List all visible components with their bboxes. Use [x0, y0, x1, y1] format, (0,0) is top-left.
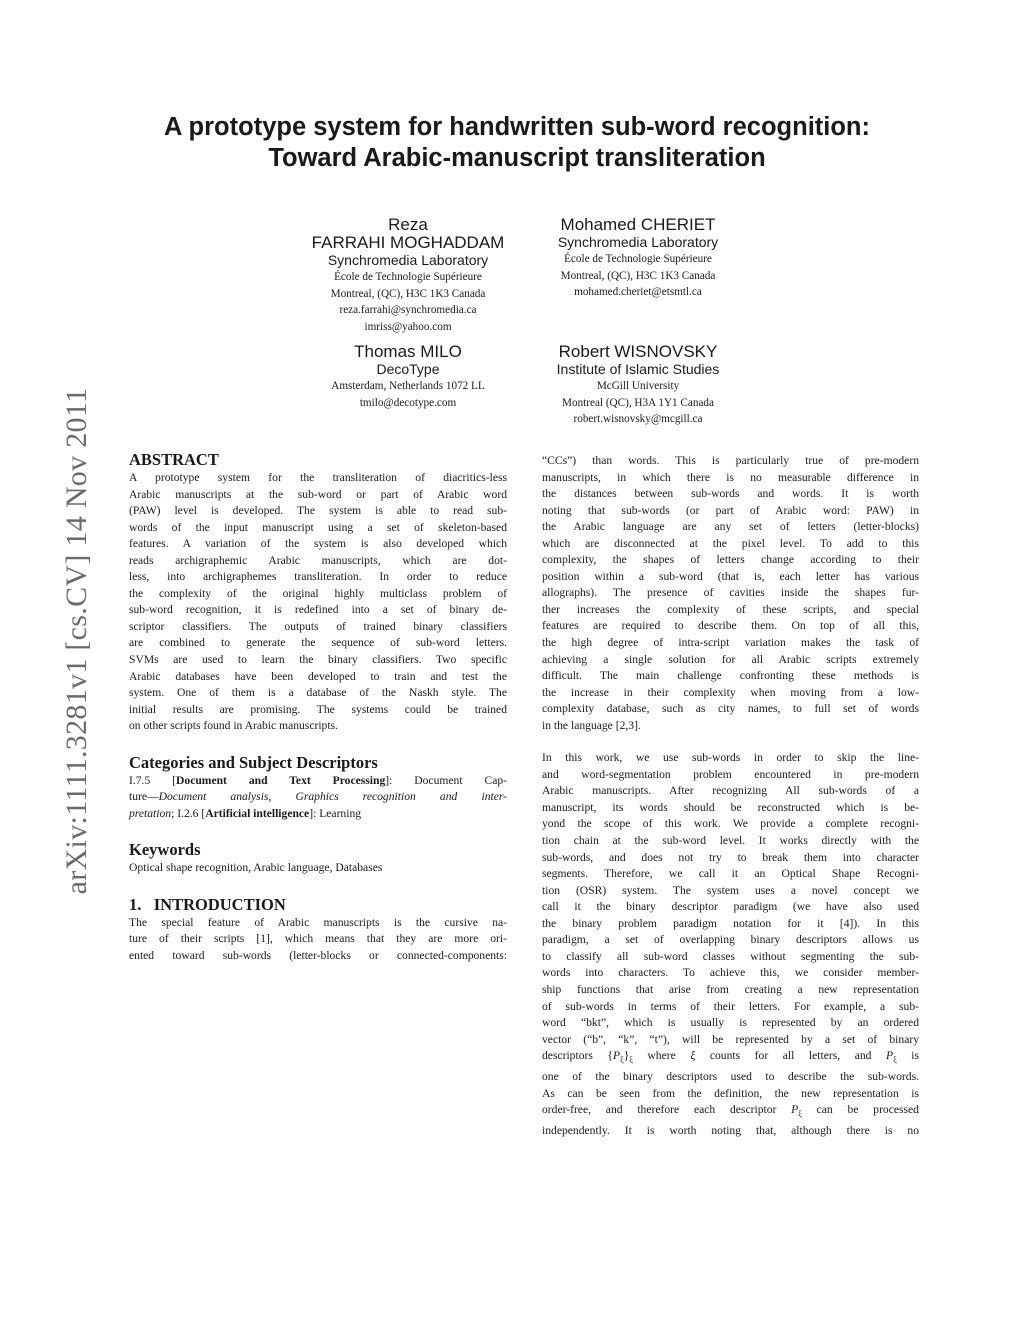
intro-paragraph-1 — [542, 453, 919, 734]
body-line: complexity, the shapes of letters change according to their — [542, 553, 919, 567]
author-email: mohamed.cheriet@etsmtl.ca — [574, 286, 702, 299]
body-line: manuscripts, in which there is no measurable difference in — [542, 470, 919, 484]
body-line: of sub-words in terms of their letters. For example, a sub- — [542, 999, 919, 1013]
body-line: achieving a single solution for all Arabic scripts extremely — [542, 652, 919, 666]
body-line: tion chain at the sub-word level. It works directly with the — [542, 834, 919, 848]
abstract-line: (PAW) level is developed. The system is able to read sub- — [129, 504, 507, 518]
author-university: McGill University — [596, 380, 680, 392]
introduction-heading: 1. INTRODUCTION — [129, 894, 286, 914]
abstract-line: less, into archigraphemes transliteration. In order to reduce — [129, 570, 507, 584]
abstract-body — [129, 470, 507, 735]
intro-line: ented toward sub-words (letter-blocks or connected-components: — [129, 949, 507, 963]
abstract-line: SVMs are used to learn the binary classifiers. Two specific — [129, 653, 507, 667]
abstract-line: are combined to generate the sequence of sub-word letters. — [129, 636, 507, 650]
body-line: independently. It is worth noting that, although there is no — [542, 1123, 919, 1137]
keywords-heading: Keywords — [129, 840, 201, 860]
abstract-line: scriptor classifiers. The outputs of trained binary classifiers — [129, 619, 507, 633]
body-line: yond the scope of this work. We provide a complete recogni- — [542, 817, 919, 831]
author-email: reza.farrahi@synchromedia.ca — [339, 304, 477, 317]
intro-paragraph-2 — [542, 750, 919, 1139]
author-block-milo — [278, 343, 538, 411]
body-line: which are disconnected at the pixel level. To add to this — [542, 536, 919, 550]
author-block-cheriet — [508, 216, 768, 301]
body-line: noting that sub-words (or part of Arabic word: PAW) in — [542, 503, 919, 517]
author-school: École de Technologie Supérieure — [564, 253, 712, 265]
author-affiliation: Institute of Islamic Studies — [556, 361, 720, 377]
body-line: the binary problem paradigm notation for it [4]). In this — [542, 916, 919, 930]
author-affiliation: DecoType — [376, 361, 440, 377]
author-address: Montreal, (QC), H3C 1K3 Canada — [560, 269, 716, 282]
body-line: Arabic manuscripts. After recognizing All sub-words of a — [542, 784, 919, 798]
body-line: the increase in their complexity when moving from a low- — [542, 685, 919, 699]
body-line: features are required to describe them. On top of all this, — [542, 619, 919, 633]
abstract-line: A prototype system for the transliteration of diacritics-less — [129, 471, 507, 484]
body-line: words into characters. To achieve this, we consider member- — [542, 966, 919, 980]
abstract-line: features. A variation of the system is also developed which — [129, 537, 507, 551]
introduction-body — [129, 915, 507, 965]
abstract-line: on other scripts found in Arabic manuscripts. — [129, 719, 338, 733]
abstract-line: reads archigraphemic Arabic manuscripts, which are dot- — [129, 553, 507, 567]
body-line: complexity database, such as city names, to full set of words — [542, 702, 919, 716]
abstract-line: initial results are promising. The systems could be trained — [129, 702, 507, 716]
right-column — [542, 453, 919, 1140]
author-address: Amsterdam, Netherlands 1072 LL — [331, 380, 485, 392]
abstract-line: words of the input manuscript using a set of skeleton-based — [129, 520, 507, 534]
author-email: imriss@yahoo.com — [364, 320, 452, 333]
categories-line: ture—Document analysis, Graphics recognition and inter- — [129, 790, 507, 804]
categories-body — [129, 773, 507, 823]
abstract-heading: ABSTRACT — [129, 450, 219, 469]
left-column — [129, 450, 507, 965]
author-school: École de Technologie Supérieure — [334, 271, 482, 283]
body-line: sub-words, and does not try to break them into character — [542, 850, 919, 864]
arxiv-identifier-stamp: arXiv:1111.3281v1 [cs.CV] 14 Nov 2011 — [60, 387, 93, 895]
title-line-2: Toward Arabic-manuscript transliteration — [268, 144, 766, 172]
body-line: one of the binary descriptors used to describe the sub-words. — [542, 1070, 919, 1083]
abstract-line: Arabic databases have been developed to train and test the — [129, 669, 507, 683]
abstract-line: the complexity of the original highly multiclass problem of — [129, 586, 507, 600]
categories-line: pretation; I.2.6 [Artificial intelligence]: Learning — [129, 806, 362, 820]
body-line-math: descriptors $\{P_\xi\}_\xi$ where ξ counts for all letters, and $P_\xi$ is — [542, 1049, 920, 1065]
intro-line: ture of their scripts [1], which means that they are more ori- — [129, 932, 507, 946]
author-name: Mohamed CHERIET — [560, 215, 716, 234]
body-line: vector (“b”, “k”, “t”), will be represented by a set of binary — [542, 1032, 919, 1046]
body-line: difficult. The main challenge confronting these methods is — [542, 669, 919, 683]
body-line: the distances between sub-words and words. It is worth — [542, 487, 919, 501]
abstract-line: Arabic manuscripts at the sub-word or part of Arabic word — [129, 487, 507, 501]
body-line: in the language [2,3]. — [542, 718, 641, 732]
author-affiliation: Synchromedia Laboratory — [557, 234, 719, 250]
body-line: As can be seen from the definition, the new representation is — [542, 1086, 919, 1100]
author-block-wisnovsky — [508, 343, 768, 428]
body-line: position within a sub-word (that is, each letter has various — [542, 569, 919, 583]
author-email: robert.wisnovsky@mcgill.ca — [573, 413, 703, 426]
body-line: segments. Therefore, we call it an Optical Shape Recogni- — [542, 867, 919, 881]
abstract-line: system. One of them is a database of the Naskh style. The — [129, 686, 507, 700]
body-line: paradigm, a set of overlapping binary descriptors allows us — [542, 933, 919, 947]
author-address: Montreal, (QC), H3C 1K3 Canada — [330, 287, 486, 300]
body-line: to classify all sub-word classes without segmenting the sub- — [542, 949, 919, 963]
body-line-math: order-free, and therefore each descriptor $P_\xi$ can be processed — [542, 1103, 919, 1119]
body-line: ther increases the complexity of these scripts, and special — [542, 602, 919, 616]
author-block-farrahi — [278, 216, 538, 335]
categories-heading: Categories and Subject Descriptors — [129, 752, 378, 772]
body-line: and word-segmentation problem encountered in pre-modern — [542, 767, 919, 781]
body-line: ship functions that arise from creating a new representation — [542, 982, 919, 996]
author-name: Robert WISNOVSKY — [558, 342, 718, 361]
abstract-line: sub-word recognition, it is redefined into a set of binary de- — [129, 603, 507, 617]
body-line: allographs). The presence of cavities inside the shapes fur- — [542, 586, 919, 600]
paper-title — [100, 112, 934, 174]
author-address: Montreal (QC), H3A 1Y1 Canada — [562, 396, 714, 409]
author-name: FARRAHI MOGHADDAM — [311, 233, 505, 252]
body-line: “CCs”) than words. This is particularly true of pre-modern — [542, 454, 919, 467]
author-name: Reza — [388, 215, 428, 234]
body-line: tion (OSR) system. The system uses a novel concept we — [542, 883, 919, 897]
categories-line: I.7.5 [Document and Text Processing]: Document Cap- — [129, 773, 508, 787]
author-email: tmilo@decotype.com — [359, 396, 457, 409]
body-line: call it the binary descriptor paradigm (we have also used — [542, 900, 919, 914]
body-line: In this work, we use sub-words in order to skip the line- — [542, 751, 919, 765]
intro-line: The special feature of Arabic manuscripts is the cursive na- — [129, 915, 507, 929]
keywords-text: Optical shape recognition, Arabic language, Databases — [129, 861, 383, 875]
body-line: word “bkt”, which is usually is represented by an ordered — [542, 1016, 919, 1030]
title-line-1: A prototype system for handwritten sub-word recognition: — [164, 113, 870, 141]
body-line: manuscript, its words should be reconstructed which is be- — [542, 800, 919, 814]
body-line: the Arabic language are any set of letters (letter-blocks) — [542, 520, 919, 534]
author-name: Thomas MILO — [354, 342, 462, 361]
body-line: the high degree of intra-script variation makes the task of — [542, 636, 919, 650]
author-affiliation: Synchromedia Laboratory — [327, 252, 489, 268]
